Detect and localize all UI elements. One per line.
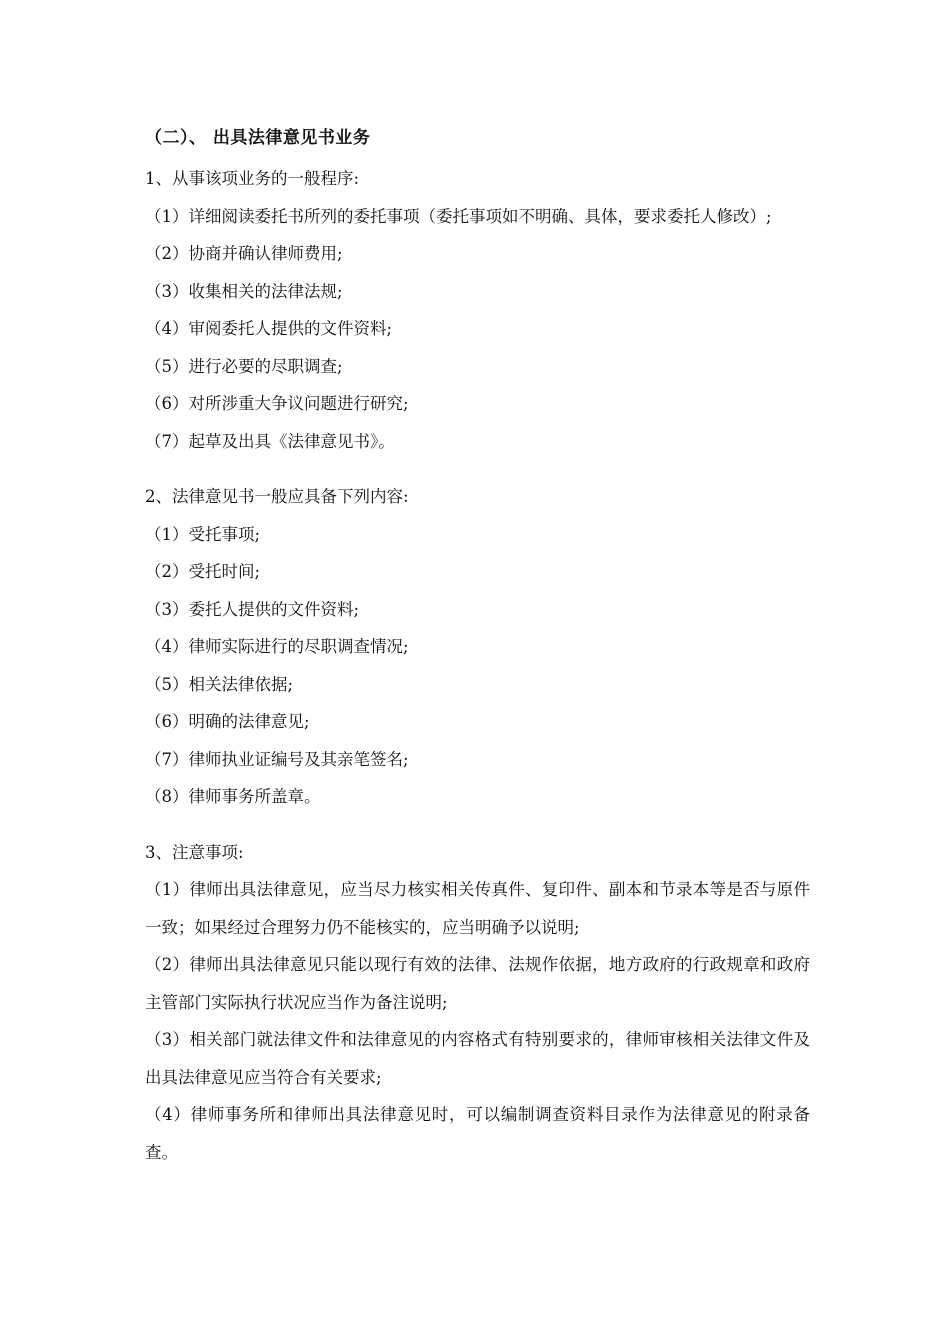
section-2-item: （4）律师实际进行的尽职调查情况;	[145, 637, 409, 656]
section-2-item: （3）委托人提供的文件资料;	[145, 599, 360, 619]
section-heading: （二）、 出具法律意见书业务	[145, 128, 371, 148]
paragraph-gap	[145, 816, 810, 834]
section-3-item: （3）相关部门就法律文件和法律意见的内容格式有特别要求的，律师审核相关法律文件及出具法律意见应当符合有关要求;	[145, 1030, 810, 1087]
section-1-item: （3）收集相关的法律法规;	[145, 281, 343, 301]
section-2-item: （5）相关法律依据;	[145, 674, 294, 694]
section-1-item: （1）详细阅读委托书所列的委托事项（委托事项如不明确、具体，要求委托人修改）;	[145, 206, 772, 226]
section-1-item: （4）审阅委托人提供的文件资料;	[145, 319, 393, 338]
section-2-item: （7）律师执业证编号及其亲笔签名;	[145, 749, 409, 769]
section-1-item: （7）起草及出具《法律意见书》。	[145, 431, 395, 451]
section-2-title: 2、法律意见书一般应具备下列内容:	[145, 487, 409, 506]
section-2-item: （6）明确的法律意见;	[145, 712, 310, 731]
section-1-item: （2）协商并确认律师费用;	[145, 244, 343, 263]
document-body	[145, 122, 810, 1171]
section-1-item: （6）对所涉重大争议问题进行研究;	[145, 394, 409, 413]
section-2-item: （2）受托时间;	[145, 562, 261, 581]
section-3-item: （1）律师出具法律意见，应当尽力核实相关传真件、复印件、副本和节录本等是否与原件一致；如果经过合理努力仍不能核实的，应当明确予以说明;	[145, 880, 810, 937]
section-3-title: 3、注意事项:	[145, 842, 244, 862]
paragraph-gap	[145, 460, 810, 478]
section-3-item: （2）律师出具法律意见只能以现行有效的法律、法规作依据，地方政府的行政规章和政府主管部门实际执行状况应当作为备注说明;	[145, 955, 810, 1012]
section-3-item: （4）律师事务所和律师出具法律意见时，可以编制调查资料目录作为法律意见的附录备查。	[145, 1105, 810, 1162]
section-2-item: （8）律师事务所盖章。	[145, 787, 321, 806]
section-1-item: （5）进行必要的尽职调查;	[145, 356, 343, 376]
section-2-item: （1）受托事项;	[145, 524, 261, 544]
section-1-title: 1、从事该项业务的一般程序:	[145, 169, 360, 188]
